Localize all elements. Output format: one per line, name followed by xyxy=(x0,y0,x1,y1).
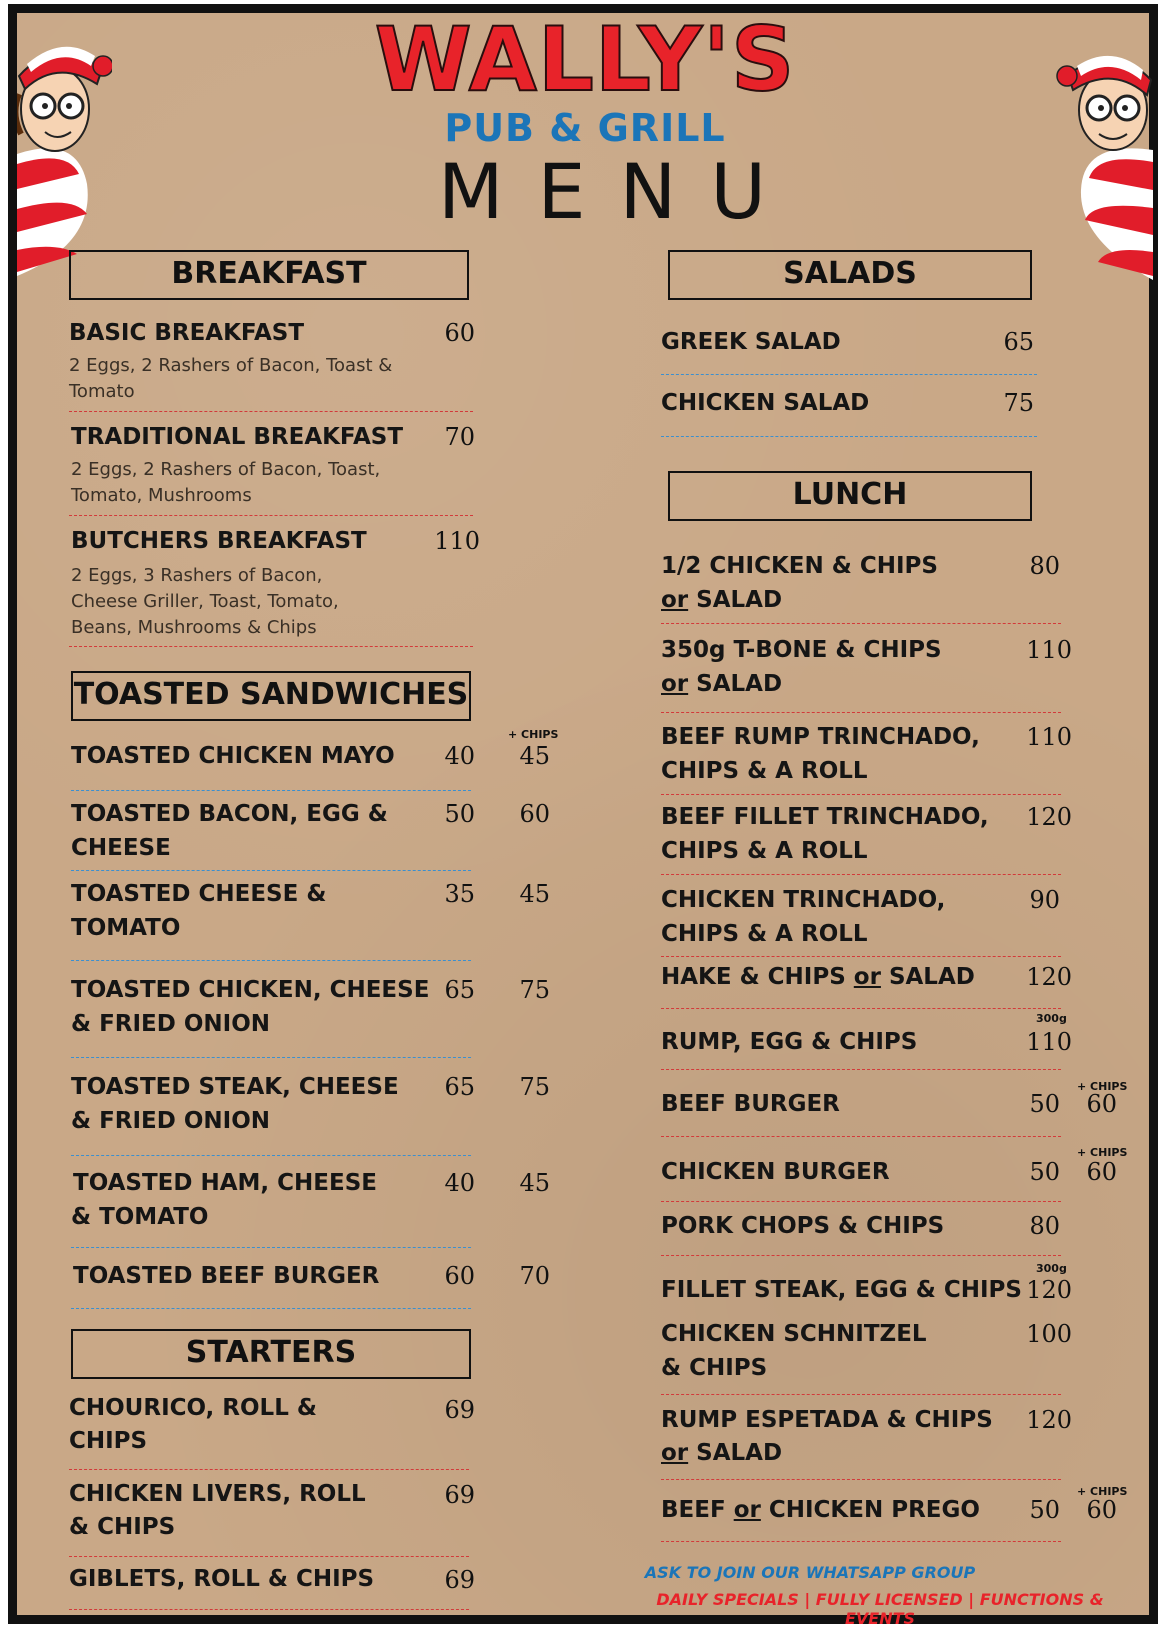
breakfast-item-name: TRADITIONAL BREAKFAST xyxy=(71,424,404,450)
toasted-item-price: 60 xyxy=(444,1262,475,1290)
or-word: or xyxy=(733,1497,761,1523)
lunch-item-name: 1/2 CHICKEN & CHIPS xyxy=(661,553,938,579)
lunch-item-price: 50 xyxy=(1029,1090,1060,1118)
lunch-item-name-line2: CHIPS & A ROLL xyxy=(661,921,868,947)
chips-note: + CHIPS xyxy=(1077,1485,1128,1498)
divider xyxy=(661,794,1061,795)
lunch-item-name-part: SALAD xyxy=(880,964,975,990)
brand-title: WALLY'S xyxy=(374,8,796,111)
starter-item-price: 69 xyxy=(444,1566,475,1594)
lunch-item-name: CHICKEN TRINCHADO, xyxy=(661,887,946,913)
lunch-item-name-line2: CHIPS & A ROLL xyxy=(661,758,868,784)
divider xyxy=(69,1609,469,1610)
lunch-item-name: BEEF RUMP TRINCHADO, xyxy=(661,724,980,750)
divider xyxy=(661,1201,1061,1202)
specials-note: DAILY SPECIALS | FULLY LICENSED | FUNCTIONS & EVENTS xyxy=(656,1590,1104,1628)
section-breakfast: BREAKFAST xyxy=(69,250,469,300)
lunch-item-chips-price: 60 xyxy=(1086,1496,1117,1524)
toasted-item-chips-price: 60 xyxy=(519,800,550,828)
toasted-item-name: TOASTED CHICKEN MAYO xyxy=(71,743,395,769)
chips-note: + CHIPS xyxy=(1077,1080,1128,1093)
weight-note: 300g xyxy=(1036,1012,1067,1025)
lunch-item-name-line2 xyxy=(661,1437,782,1470)
lunch-item-name: BEEF FILLET TRINCHADO, xyxy=(661,804,989,830)
lunch-item-name: CHICKEN BURGER xyxy=(661,1159,890,1185)
lunch-item-name xyxy=(661,961,975,994)
lunch-item-price: 120 xyxy=(1026,963,1072,991)
toasted-item-chips-price: 75 xyxy=(519,1073,550,1101)
breakfast-item-desc: 2 Eggs, 3 Rashers of Bacon, Cheese Griller, Toast, Tomato, Beans, Mushrooms & Chips xyxy=(71,565,339,638)
chips-note: + CHIPS xyxy=(1077,1146,1128,1159)
starter-item-name-line2: CHIPS xyxy=(69,1428,148,1454)
divider xyxy=(661,1136,1061,1137)
lunch-item-name: 350g T-BONE & CHIPS xyxy=(661,637,942,663)
lunch-item-name: CHICKEN SCHNITZEL xyxy=(661,1321,927,1347)
or-word: or xyxy=(661,587,689,613)
toasted-item-name-line2: & FRIED ONION xyxy=(71,1011,271,1037)
lunch-item-price: 50 xyxy=(1029,1496,1060,1524)
starter-item-name-line2: & CHIPS xyxy=(69,1514,176,1540)
lunch-item-name-part: CHICKEN PREGO xyxy=(760,1497,980,1523)
toasted-item-name-line2: TOMATO xyxy=(71,915,181,941)
salad-item-name: GREEK SALAD xyxy=(661,329,841,355)
lunch-item-name-line2: CHIPS & A ROLL xyxy=(661,838,868,864)
lunch-item-chips-price: 60 xyxy=(1086,1090,1117,1118)
lunch-item-name-line2 xyxy=(661,668,782,701)
lunch-item-price: 120 xyxy=(1026,1406,1072,1434)
toasted-item-price: 35 xyxy=(444,880,475,908)
toasted-item-chips-price: 45 xyxy=(519,880,550,908)
divider xyxy=(71,1057,471,1058)
divider xyxy=(69,411,473,412)
divider xyxy=(71,1308,471,1309)
lunch-item-name-line2 xyxy=(661,584,782,617)
lunch-item-name: RUMP ESPETADA & CHIPS xyxy=(661,1407,993,1433)
breakfast-item-desc: 2 Eggs, 2 Rashers of Bacon, Toast & Tomato xyxy=(69,355,393,402)
lunch-item-name-line2: & CHIPS xyxy=(661,1355,768,1381)
lunch-item-price: 120 xyxy=(1026,1276,1072,1304)
divider xyxy=(661,956,1061,957)
divider xyxy=(661,436,1037,437)
divider xyxy=(661,374,1037,375)
divider xyxy=(661,1394,1061,1395)
lunch-item-name: BEEF BURGER xyxy=(661,1091,840,1117)
toasted-item-price: 65 xyxy=(444,1073,475,1101)
lunch-item-name: RUMP, EGG & CHIPS xyxy=(661,1029,918,1055)
lunch-item-price: 50 xyxy=(1029,1158,1060,1186)
lunch-item-price: 80 xyxy=(1029,552,1060,580)
breakfast-item-desc: 2 Eggs, 2 Rashers of Bacon, Toast, Tomato, Mushrooms xyxy=(71,459,381,506)
lunch-item-price: 110 xyxy=(1026,723,1072,751)
divider xyxy=(661,1479,1061,1480)
toasted-item-name: TOASTED CHEESE & xyxy=(71,881,327,907)
toasted-item-chips-price: 75 xyxy=(519,976,550,1004)
toasted-item-name-line2: & FRIED ONION xyxy=(71,1108,271,1134)
lunch-item-name xyxy=(661,1494,980,1527)
toasted-item-name-line2: CHEESE xyxy=(71,835,171,861)
starter-item-price: 69 xyxy=(444,1481,475,1509)
or-word: or xyxy=(661,1440,689,1466)
divider xyxy=(71,960,471,961)
lunch-item-name-line2-text: SALAD xyxy=(688,671,783,697)
brand-subtitle: PUB & GRILL xyxy=(444,106,726,150)
lunch-item-price: 90 xyxy=(1029,886,1060,914)
chips-note: + CHIPS xyxy=(508,728,559,741)
salad-item-price: 65 xyxy=(1003,328,1034,356)
lunch-item-name: PORK CHOPS & CHIPS xyxy=(661,1213,945,1239)
lunch-item-name-part: BEEF xyxy=(661,1497,734,1523)
toasted-item-name: TOASTED HAM, CHEESE xyxy=(73,1170,377,1196)
or-word: or xyxy=(661,671,689,697)
toasted-item-chips-price: 45 xyxy=(519,742,550,770)
divider xyxy=(661,623,1061,624)
toasted-item-chips-price: 70 xyxy=(519,1262,550,1290)
section-toasted-sandwiches: TOASTED SANDWICHES xyxy=(71,671,471,721)
toasted-item-name: TOASTED CHICKEN, CHEESE xyxy=(71,977,430,1003)
divider xyxy=(69,1556,469,1557)
section-salads: SALADS xyxy=(668,250,1032,300)
lunch-item-name-line2-text: SALAD xyxy=(688,1440,783,1466)
starter-item-name: CHICKEN LIVERS, ROLL xyxy=(69,1481,366,1507)
divider xyxy=(71,870,471,871)
toasted-item-price: 50 xyxy=(444,800,475,828)
lunch-item-name: FILLET STEAK, EGG & CHIPS xyxy=(661,1277,1022,1303)
starter-item-price: 69 xyxy=(444,1396,475,1424)
whatsapp-note: ASK TO JOIN OUR WHATSAPP GROUP xyxy=(644,1563,976,1582)
breakfast-item-name: BUTCHERS BREAKFAST xyxy=(71,528,367,554)
toasted-item-price: 40 xyxy=(444,1169,475,1197)
toasted-item-name: TOASTED STEAK, CHEESE xyxy=(71,1074,399,1100)
lunch-item-price: 110 xyxy=(1026,1028,1072,1056)
divider xyxy=(69,646,473,647)
or-word: or xyxy=(853,964,881,990)
starter-item-name: GIBLETS, ROLL & CHIPS xyxy=(69,1566,375,1592)
salad-item-price: 75 xyxy=(1003,389,1034,417)
breakfast-item-price: 70 xyxy=(444,423,475,451)
lunch-item-price: 80 xyxy=(1029,1212,1060,1240)
breakfast-item-price: 60 xyxy=(444,319,475,347)
lunch-item-name-line2-text: SALAD xyxy=(688,587,783,613)
divider xyxy=(661,1255,1061,1256)
lunch-item-name-part: HAKE & CHIPS xyxy=(661,964,854,990)
divider xyxy=(69,1469,469,1470)
toasted-item-price: 65 xyxy=(444,976,475,1004)
divider xyxy=(661,712,1061,713)
divider xyxy=(71,1247,471,1248)
lunch-item-price: 120 xyxy=(1026,803,1072,831)
lunch-item-price: 110 xyxy=(1026,636,1072,664)
salad-item-name: CHICKEN SALAD xyxy=(661,390,870,416)
section-starters: STARTERS xyxy=(71,1329,471,1379)
divider xyxy=(661,874,1061,875)
menu-heading: MENU xyxy=(437,147,801,236)
toasted-item-name: TOASTED BEEF BURGER xyxy=(73,1263,380,1289)
toasted-item-name-line2: & TOMATO xyxy=(71,1204,209,1230)
breakfast-item-name: BASIC BREAKFAST xyxy=(69,320,305,346)
section-lunch: LUNCH xyxy=(668,471,1032,521)
lunch-item-price: 100 xyxy=(1026,1320,1072,1348)
divider xyxy=(661,1069,1061,1070)
divider xyxy=(71,790,471,791)
starter-item-name: CHOURICO, ROLL & xyxy=(69,1395,317,1421)
weight-note: 300g xyxy=(1036,1262,1067,1275)
divider xyxy=(661,1541,1061,1542)
toasted-item-price: 40 xyxy=(444,742,475,770)
toasted-item-name: TOASTED BACON, EGG & xyxy=(71,801,388,827)
divider xyxy=(71,1155,471,1156)
divider xyxy=(661,1008,1061,1009)
toasted-item-chips-price: 45 xyxy=(519,1169,550,1197)
lunch-item-chips-price: 60 xyxy=(1086,1158,1117,1186)
divider xyxy=(69,515,473,516)
breakfast-item-price: 110 xyxy=(434,527,480,555)
